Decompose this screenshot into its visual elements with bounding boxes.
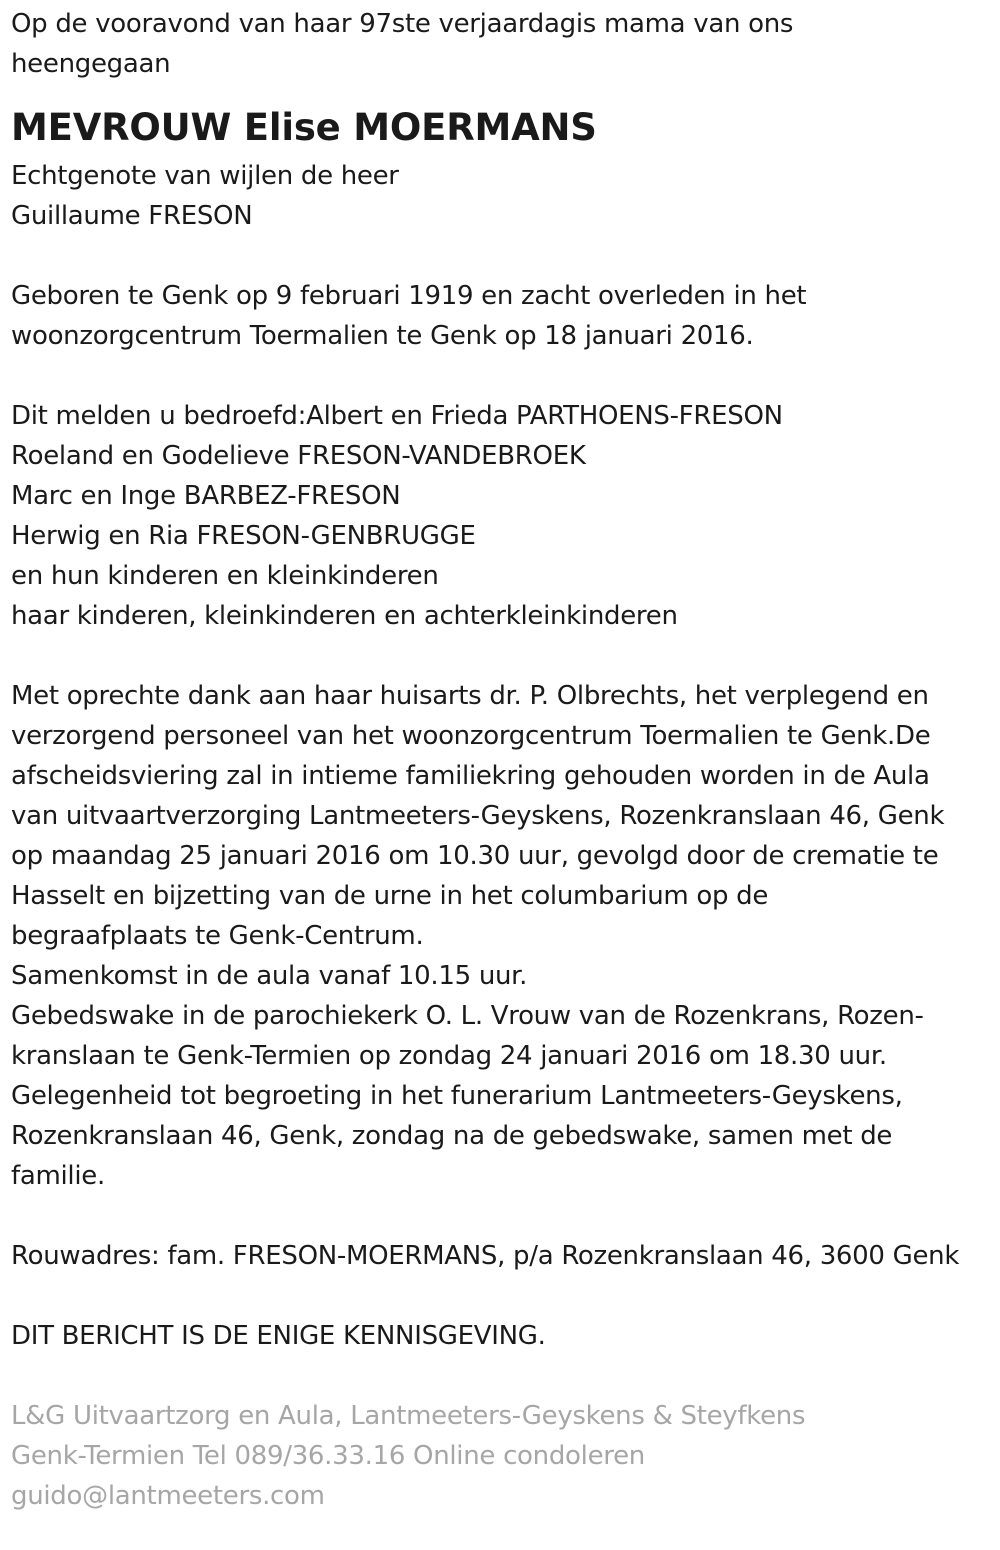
intro-line: Op de vooravond van haar 97ste verjaardagis mama van ons bbox=[11, 9, 794, 39]
family-line: Dit melden u bedroefd:Albert en Frieda PARTHOENS-FRESON bbox=[11, 401, 783, 431]
family-line: haar kinderen, kleinkinderen en achterkleinkinderen bbox=[11, 601, 678, 631]
footer-line: L&G Uitvaartzorg en Aula, Lantmeeters-Geyskens & Steyfkens bbox=[11, 1401, 806, 1431]
deceased-name: MEVROUW Elise MOERMANS bbox=[11, 106, 597, 149]
spouse-line: Echtgenote van wijlen de heer bbox=[11, 161, 399, 191]
birth-death-line: Geboren te Genk op 9 februari 1919 en zacht overleden in het bbox=[11, 281, 807, 311]
obituary-notice bbox=[11, 4, 996, 1516]
details-line: Gelegenheid tot begroeting in het funerarium Lantmeeters-Geyskens, bbox=[11, 1081, 903, 1111]
intro-line: heengegaan bbox=[11, 49, 171, 79]
details-line: begraafplaats te Genk-Centrum. bbox=[11, 921, 424, 951]
intro-text bbox=[11, 4, 996, 84]
details-line: verzorgend personeel van het woonzorgcentrum Toermalien te Genk.De bbox=[11, 721, 931, 751]
family-line: en hun kinderen en kleinkinderen bbox=[11, 561, 439, 591]
details-line: Rozenkranslaan 46, Genk, zondag na de gebedswake, samen met de bbox=[11, 1121, 893, 1151]
details-line: van uitvaartverzorging Lantmeeters-Geyskens, Rozenkranslaan 46, Genk bbox=[11, 801, 945, 831]
sole-notice: DIT BERICHT IS DE ENIGE KENNISGEVING. bbox=[11, 1321, 546, 1351]
details-line: Met oprechte dank aan haar huisarts dr. P. Olbrechts, het verplegend en bbox=[11, 681, 929, 711]
family-list bbox=[11, 396, 996, 636]
footer-email: guido@lantmeeters.com bbox=[11, 1481, 325, 1511]
birth-death-line: woonzorgcentrum Toermalien te Genk op 18 januari 2016. bbox=[11, 321, 754, 351]
details-line: Gebedswake in de parochiekerk O. L. Vrouw van de Rozenkrans, Rozen- bbox=[11, 1001, 924, 1031]
details-line: familie. bbox=[11, 1161, 105, 1191]
funeral-details bbox=[11, 676, 996, 1196]
spouse-line: Guillaume FRESON bbox=[11, 201, 253, 231]
footer-line: Genk-Termien Tel 089/36.33.16 Online condoleren bbox=[11, 1441, 645, 1471]
details-line: Hasselt en bijzetting van de urne in het columbarium op de bbox=[11, 881, 769, 911]
details-line: afscheidsviering zal in intieme familiekring gehouden worden in de Aula bbox=[11, 761, 930, 791]
details-line: kranslaan te Genk-Termien op zondag 24 januari 2016 om 18.30 uur. bbox=[11, 1041, 887, 1071]
birth-death-text bbox=[11, 276, 996, 356]
details-line: Samenkomst in de aula vanaf 10.15 uur. bbox=[11, 961, 528, 991]
family-line: Marc en Inge BARBEZ-FRESON bbox=[11, 481, 401, 511]
family-line: Herwig en Ria FRESON-GENBRUGGE bbox=[11, 521, 476, 551]
details-line: op maandag 25 januari 2016 om 10.30 uur, gevolgd door de crematie te bbox=[11, 841, 939, 871]
spouse-text bbox=[11, 156, 996, 236]
undertaker-footer bbox=[11, 1396, 996, 1516]
mourning-address: Rouwadres: fam. FRESON-MOERMANS, p/a Rozenkranslaan 46, 3600 Genk bbox=[11, 1241, 960, 1271]
family-line: Roeland en Godelieve FRESON-VANDEBROEK bbox=[11, 441, 586, 471]
